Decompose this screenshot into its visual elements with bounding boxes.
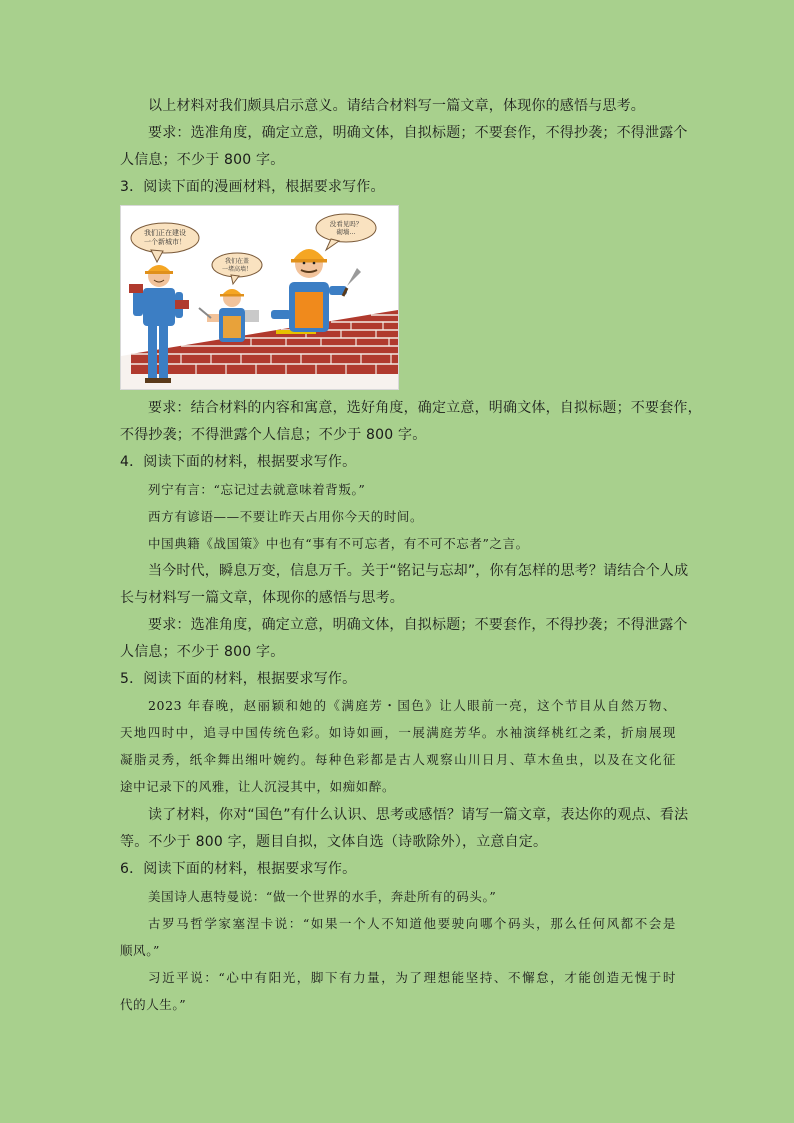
quote-line: 代的人生。” [120,997,187,1012]
quote-line: 美国诗人惠特曼说：“做一个世界的水手，奔赴所有的码头。” [148,889,497,904]
quote-line: 古罗马哲学家塞涅卡说：“如果一个人不知道他要驶向哪个码头，那么任何风都不会是 [148,916,676,931]
quote-line: 途中记录下的风雅，让人沉浸其中，如痴如醉。 [120,779,396,794]
question-heading-5: 5．阅读下面的材料，根据要求写作。 [120,671,357,687]
bubble-text: 一堵高墙！ [221,266,253,273]
paragraph-line: 等。不少于 800 字，题目自拟，文体自选（诗歌除外），立意自定。 [120,834,548,850]
quote-line: 列宁有言：“忘记过去就意味着背叛。” [148,482,366,497]
quote-line: 凝脂灵秀，纸伞舞出缃叶婉约。每种色彩都是古人观察山川日月、草木鱼虫，以及在文化征 [120,752,676,767]
comic-image [120,205,399,390]
bubble-text: 我们正在建设 [144,229,186,237]
bubble-text: 没看见吗？ [329,220,363,228]
quote-line: 2023 年春晚，赵丽颖和她的《满庭芳・国色》让人眼前一亮，这个节目从自然万物、 [148,698,676,713]
question-heading-6: 6．阅读下面的材料，根据要求写作。 [120,861,357,877]
paragraph-line: 不得抄袭；不得泄露个人信息；不少于 800 字。 [120,427,427,443]
quote-line: 天地四时中，追寻中国传统色彩。如诗如画，一展满庭芳华。水袖演绎桃红之柔，折扇展现 [120,725,676,740]
speech-bubble-3 [316,214,376,250]
quote-line: 顺风。” [120,943,161,958]
paragraph-line: 要求：选准角度，确定立意，明确文体，自拟标题；不要套作，不得抄袭；不得泄露个 [148,617,688,633]
paragraph-line: 当今时代，瞬息万变，信息万千。关于“铭记与忘却”，你有怎样的思考？请结合个人成 [148,563,689,579]
quote-line: 中国典籍《战国策》中也有“事有不可忘者，有不可不忘者”之言。 [148,536,529,551]
paragraph-line: 要求：结合材料的内容和寓意，选好角度，确定立意，明确文体，自拟标题；不要套作， [148,400,702,416]
worker-middle [199,289,259,342]
bubble-text: 一个新城市！ [144,238,186,246]
quote-line: 西方有谚语——不要让昨天占用你今天的时间。 [148,509,424,524]
bubble-text: 砌墙... [336,228,356,236]
speech-bubble-2 [212,253,262,284]
paragraph-line: 人信息；不少于 800 字。 [120,152,285,168]
paragraph-line: 读了材料，你对“国色”有什么认识、思考或感悟？请写一篇文章，表达你的观点、看法 [148,807,689,823]
paragraph-line: 以上材料对我们颇具启示意义。请结合材料写一篇文章，体现你的感悟与思考。 [148,98,645,114]
question-heading-4: 4．阅读下面的材料，根据要求写作。 [120,454,357,470]
bubble-text: 我们在盖 [224,258,250,265]
speech-bubble-1 [131,223,199,262]
quote-line: 习近平说：“心中有阳光，脚下有力量，为了理想能坚持、不懈怠，才能创造无愧于时 [148,970,676,985]
question-heading-3: 3．阅读下面的漫画材料，根据要求写作。 [120,179,385,195]
paragraph-line: 人信息；不少于 800 字。 [120,644,285,660]
paragraph-line: 要求：选准角度，确定立意，明确文体，自拟标题；不要套作，不得抄袭；不得泄露个 [148,125,688,141]
paragraph-line: 长与材料写一篇文章，体现你的感悟与思考。 [120,590,404,606]
